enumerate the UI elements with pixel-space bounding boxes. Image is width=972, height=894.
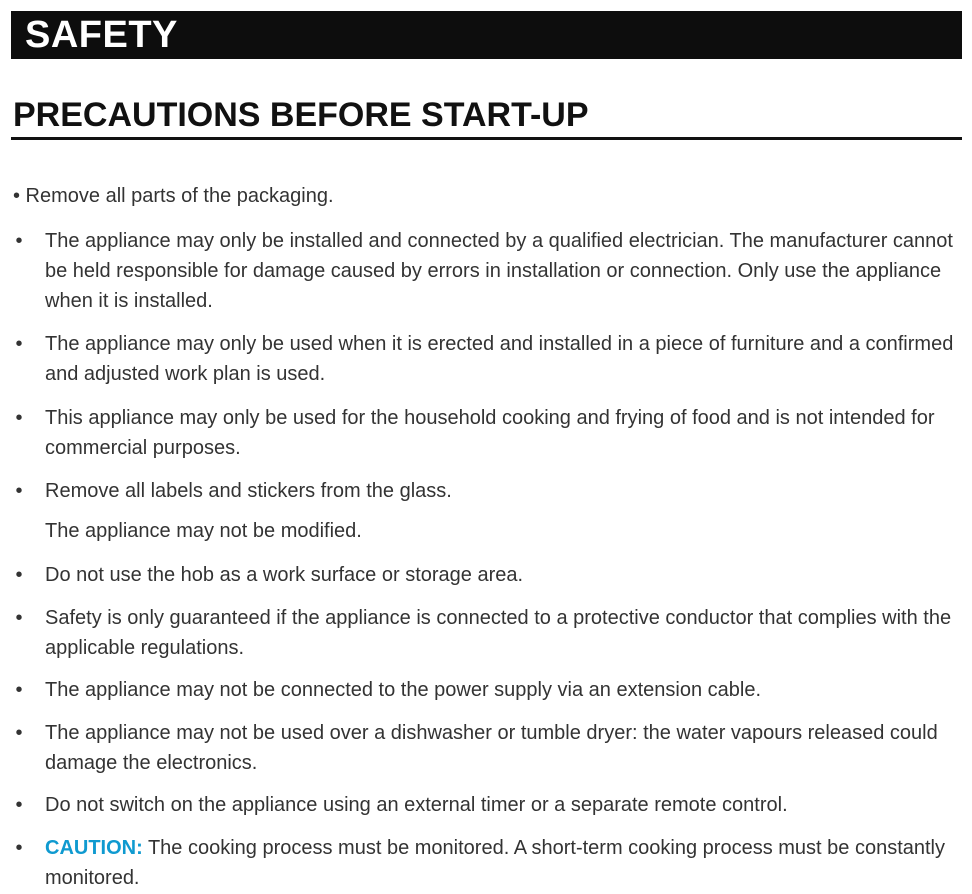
bullet-icon: • [15,333,23,355]
list-item-packaging: • Remove all parts of the packaging. [13,185,334,207]
bullet-icon: • [15,722,23,744]
section-title: PRECAUTIONS BEFORE START-UP [13,96,589,134]
safety-banner [11,11,962,59]
list-item-text: Remove all labels and stickers from the glass. [45,480,452,502]
caution-text: The cooking process must be monitored. A short-term cooking process must be constantly monitored. [45,837,946,889]
bullet-icon: • [15,564,23,586]
bullet-icon: • [15,837,23,859]
list-item-text: The appliance may only be used when it is erected and installed in a piece of furniture and a confirmed and adjusted work plan is used. [45,333,954,385]
banner-title: SAFETY [25,14,178,56]
list-item-text: The appliance may only be installed and connected by a qualified electrician. The manufacturer cannot be held responsible for damage caused by errors in installation or connection. Only use the appliance when it is installed. [45,230,953,312]
list-item-text: Do not switch on the appliance using an external timer or a separate remote control. [45,794,788,816]
list-item-text: The appliance may not be modified. [45,520,362,542]
list-item-text: Do not use the hob as a work surface or storage area. [45,564,524,586]
bullet-icon: • [15,407,23,429]
bullet-icon: • [15,480,23,502]
caution-label: CAUTION: [45,837,143,859]
list-item-text: This appliance may only be used for the household cooking and frying of food and is not intended for commercial purposes. [45,407,935,459]
list-item-text: The appliance may not be connected to the power supply via an extension cable. [45,679,762,701]
list-item-text [45,833,963,893]
section-divider [11,137,962,140]
bullet-icon: • [15,230,23,252]
bullet-icon: • [15,607,23,629]
list-item-text: Safety is only guaranteed if the appliance is connected to a protective conductor that complies with the applicable regulations. [45,607,952,659]
bullet-icon: • [15,679,23,701]
bullet-icon: • [15,794,23,816]
list-item-text: The appliance may not be used over a dishwasher or tumble dryer: the water vapours released could damage the electronics. [45,722,938,774]
